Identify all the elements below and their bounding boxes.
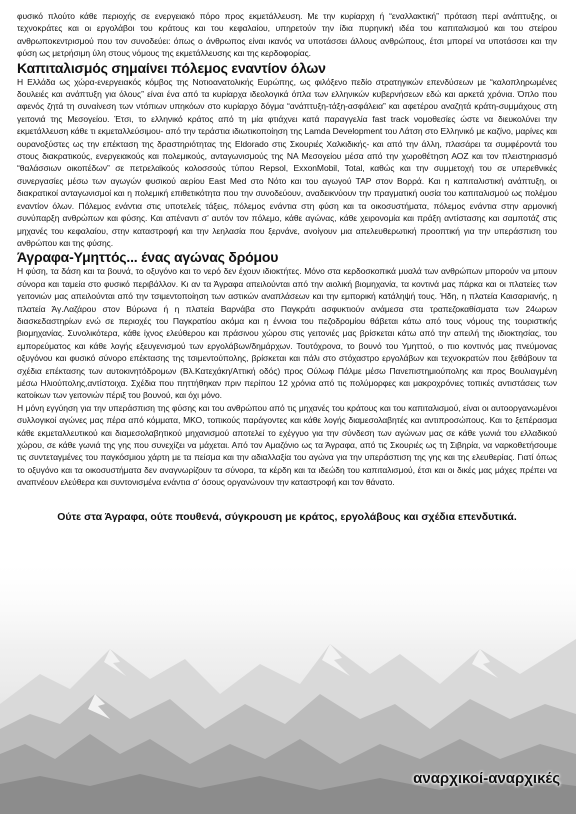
closing-slogan: Ούτε στα Άγραφα, ούτε πουθενά, σύγκρουση με κράτος, εργολάβους και σχέδια επενδυτικά. — [57, 510, 517, 523]
heading-agrafa-ymittos: Άγραφα-Υμηττός... ένας αγώνας δρόμου — [17, 249, 279, 266]
paragraph-capitalism: Η Ελλάδα ως χώρα-ενεργειακός κόμβος της Νοτιοανατολικής Ευρώπης, ως φιλόξενο πεδίο στρατηγικών επενδύσεων με “καλοπληρωμένες δουλειές και ανάπτυξη για όλους” είναι ένα από τα κυρίαρχα ιδεολογικά όπλα των ελληνικών κυβερνήσεων εδώ και αρκετά χρόνια. Όπλο που αφενός ζητά τη συναίνεση των ντόπιων υπηκόων στο κυρίαρχο δόγμα “ανάπτυξη-τάξη-ασφάλεια” και αφετέρου αναζητά κράτη-συμμάχους στη γειτονιά της Μεσογείου. Έτσι, το ελληνικό κράτος από τη μία φτιάχνει κατά παραγγελία fast track νομοθεσίες ώστε να διευκολύνει την εκμετάλλευση κάθε τι εκμεταλλεύσιμου- από την τεράστια ιδιωτικοποίηση της Lamda Development του Λάτση στο Ελληνικό με καζίνο, μαρίνες και ουρανοξύστες ως την επέκταση της δραστηριότητας της Eldorado στις Σκουριές Χαλκιδικής- και από την άλλη, πλασάρει τα συμφέροντά του στους διακρατικούς, ενεργειακούς και πολεμικούς, ανταγωνισμούς της ΝΑ Μεσογείου μέσα από την χωροθέτηση ΑΟΖ και τον πλειστηριασμό “θαλάσσιων οικοπέδων” σε πετρελαϊκούς κολοσσούς τύπου Repsol, ExxonMobil, Total, καθώς και την συμμετοχή του σε υπερεθνικές συνεργασίες μέσω των αγωγών φυσικού αερίου East Med στο Νότο και του αγωγού TAP στον Βορρά. Και η καπιταλιστική ανάπτυξη, οι διακρατικοί ανταγωνισμοί και η πολεμική επιθετικότητα που την συνοδεύουν, αναδεικνύουν την πραγματική ουσία του καπιταλισμού ως πολέμου εναντίον όλων. Πόλεμος ενάντια στις υποτελείς τάξεις, πόλεμος ενάντια στη φύση και τα οικοσυστήματα, πόλεμος ενάντια στην αρμονική συνύπαρξη ανθρώπων και φύσης. Και απέναντι σ’ αυτόν τον πόλεμο, κάθε αγώνας, κάθε χειρονομία και πράξη αντίστασης και σαμποτάζ στις μηχανές του κεφαλαίου, στην καταστροφή και την λεηλασία που ξερνάνε, ανοίγουν μια απελευθερωτική προοπτική για την υπεράσπιση του ανθρώπου και της φύσης. — [17, 76, 557, 248]
article-body — [17, 10, 557, 533]
paragraph-nature: Η φύση, τα δάση και τα βουνά, το οξυγόνο και το νερό δεν έχουν ιδιοκτήτες. Μόνο στα κερδοσκοπικά μυαλά των ανθρώπων μπορούν να μπουν σύνορα και ταμεία στο φυσικό περιβάλλον. Κι αν τα Άγραφα απειλούνται από την αιολική βιομηχανία, τα κοντινά μας πάρκα και οι πλατείες των γειτονιών μας απειλούνται από την τσιμεντοποίηση των αστικών αναπλάσεων και την εμπορική κατάληψή τους. Ήδη, η πλατεία Καισαριανής, η πλατεία Άγ.Λαζάρου στον Βύρωνα ή η πλατεία Βαρνάβα στο Παγκράτι ασφυκτιούν ανάμεσα στα τραπεζοκαθίσματα των 24ωρων διασκεδαστηρίων ενώ σε περιοχές του Παγκρατίου ακόμα και η έννοια του πεζοδρομίου θάβεται κάτω από τους νόμους της τουριστικής βιομηχανίας. Συνολικότερα, κάθε ίχνος ελεύθερου και πράσινου χώρου στις γειτονιές μας βρίσκεται κάτω από την απειλή της ιδιοκτησίας, του εμπορεύματος και κάθε λογής εξευγενισμού των εργολάβων/δημάρχων. Τουτόχρονα, το βουνό του Υμηττού, ο πιο κοντινός μας πνεύμονας οξυγόνου και φυσικό σύνορο επέκτασης της τσιμεντούπολης, βρίσκεται και πάλι στο στόχαστρο εργολάβων και τεχνοκρατών που ξεθάβουν τα σχέδια επέκτασης των αυτοκινητόδρομων (Βλ.Κατεχάκη/Αττική οδός) προς Ούλωφ Πάλμε μέσω Πανεπιστημιούπολης και προς Βουλιαγμένη μέσω Ηλιούπολης,αντίστοιχα. Σχέδια που πηττήθηκαν πριν περίπου 12 χρόνια από τις πολύμορφες και μακροχρόνιες τοπικές αντιστάσεις των κατοίκων των γειτονιών πέριξ του βουνού, και όχι μόνο. — [17, 266, 557, 401]
paragraph-intro: φυσικό πλούτο κάθε περιοχής σε ενεργειακό πόρο προς εκμετάλλευση. Με την κυρίαρχη ή “εναλλακτική” πρόταση περί ανάπτυξης, οι τεχνοκράτες και οι εργολάβοι του κράτους και του κεφαλαίου, υπηρετούν την ίδια πυρηνική ιδέα του καπιταλισμού και του στείρου ανθρωποκεντρισμού που τον συνοδεύει: όπως ο άνθρωπος είναι ικανός να υποτάσσει άλλους ανθρώπους, έτσι μπορεί να υποτάσσει και την φύση ως μετρήσιμη ύλη στους νόμους της εκμετάλλευσης και της κερδοφορίας. — [17, 11, 557, 59]
heading-capitalism: Καπιταλισμός σημαίνει πόλεμος εναντίον όλων — [17, 59, 326, 76]
paragraph-self-organization: Η μόνη εγγύηση για την υπεράσπιση της φύσης και του ανθρώπου από τις μηχανές του κράτους και του καπιταλισμού, είναι οι αυτοοργανωμένοι συλλογικοί αγώνες μας πέρα από κόμματα, ΜΚΟ, τοπικούς παράγοντες και κάθε λογής διαμεσολαβητές και αντιπροσώπους. Και το ξεπέρασμα κάθε εκμεταλλευτικού και διαμεσολαβητικού μηχανισμού αποτελεί το εχέγγυο για την σύνδεση των αγώνων μας σε κάθε γωνιά του ελλαδικού χώρου, σε κάθε γωνιά της γης που συνεχίζει να μάχεται. Από τον Αμαζόνιο ως τα Άγραφα, από τις Σκουριές ως τη Σιβηρία, να ναρκοθετήσουμε τις συντεταγμένες του παγκόσμιου χάρτη με τα πείσμα και την αδιαλλαξία του αγώνα για την υπεράσπιση της γης και της ελευθερίας. Γιατί όπως το οξυγόνο και τα οικοσυστήματα δεν αναγνωρίζουν τα σύνορα, τα κέρδη και τα ιδεώδη του καπιταλισμού, έτσι και οι δικές μας μάχες πρέπει να αναπνέουν ελεύθερα και συντονισμένα ενάντια σ’ όσους οργανώνουν την καταστροφή και τον θάνατο. — [17, 402, 557, 488]
signature: αναρχικοί-αναρχικές — [413, 770, 560, 787]
